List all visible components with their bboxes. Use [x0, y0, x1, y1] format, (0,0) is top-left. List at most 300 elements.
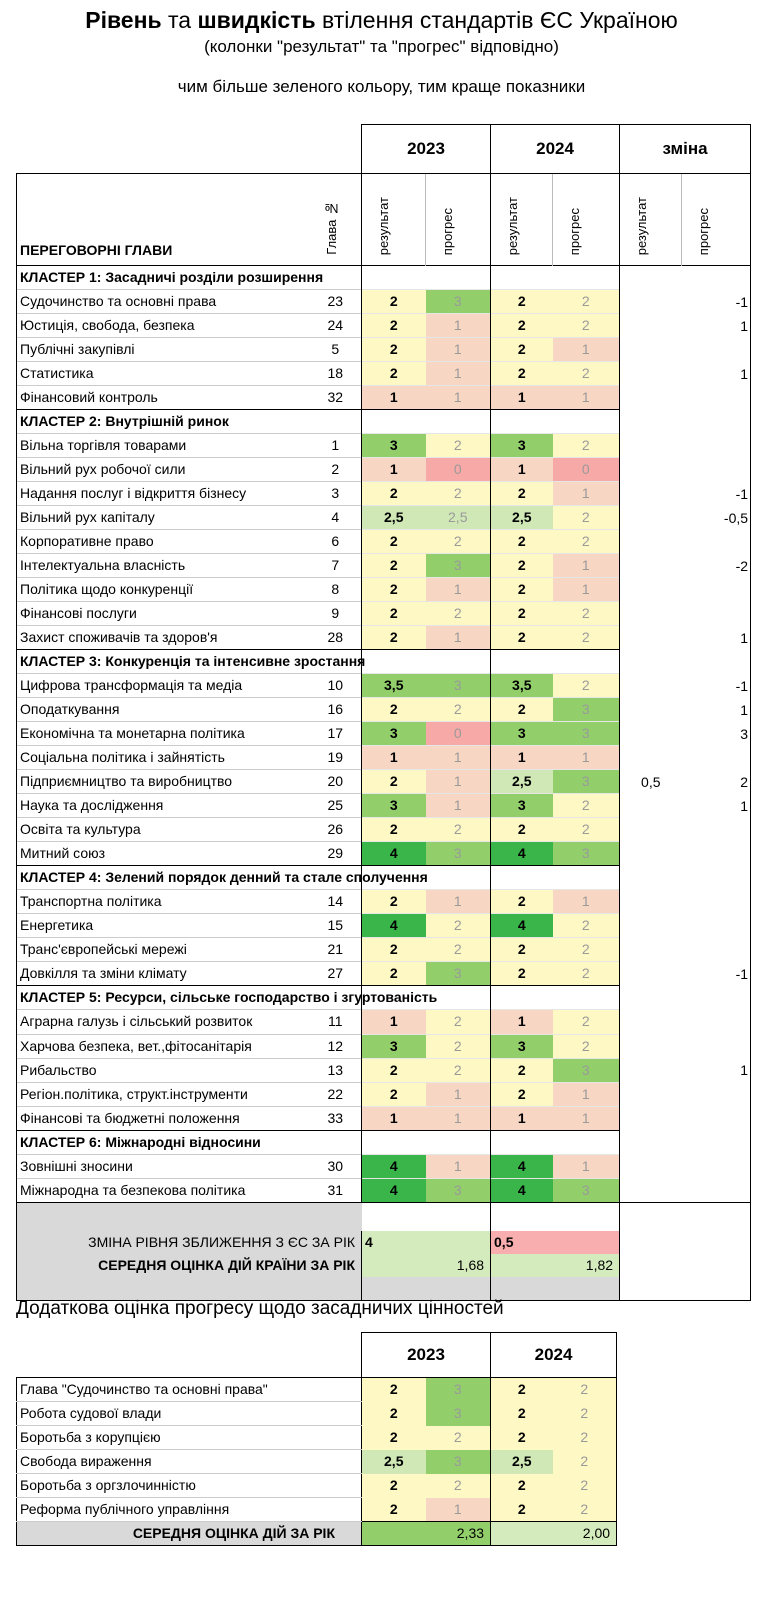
progress-change	[682, 578, 751, 602]
progress-2023: 3	[426, 1402, 491, 1426]
change-label: ЗМІНА РІВНЯ ЗБЛИЖЕННЯ З ЄС ЗА РІК	[17, 1231, 362, 1254]
chapter-number: 16	[310, 698, 362, 722]
progress-2023: 1	[426, 794, 491, 818]
result-2024: 2	[491, 626, 553, 650]
progress-2023: 1	[426, 1498, 491, 1522]
chapter-name: Міжнародна та безпекова політика	[17, 1178, 310, 1202]
chapter-name: Публічні закупівлі	[17, 338, 310, 362]
chapter-name: Довкілля та зміни клімату	[17, 962, 310, 986]
result-2024: 2	[491, 338, 553, 362]
chapter-number: 6	[310, 530, 362, 554]
chapter-number: 19	[310, 746, 362, 770]
result-2024: 2	[491, 1426, 553, 1450]
chapter-name: Підприємництво та виробництво	[17, 770, 310, 794]
result-change	[620, 314, 682, 338]
progress-change	[682, 1034, 751, 1058]
result-change	[620, 482, 682, 506]
result-change	[620, 1154, 682, 1178]
summary-blank	[620, 1231, 751, 1254]
chapter-name: Юстиція, свобода, безпека	[17, 314, 310, 338]
result-2024: 3	[491, 1034, 553, 1058]
progress-2023: 3	[426, 842, 491, 866]
chapter-number: 9	[310, 602, 362, 626]
progress-2023: 3	[426, 1450, 491, 1474]
avg-label: СЕРЕДНЯ ОЦІНКА ДІЙ КРАЇНИ ЗА РІК	[17, 1254, 362, 1277]
result-2024: 2	[491, 698, 553, 722]
cluster-spacer	[426, 650, 491, 674]
extra-table	[16, 1332, 617, 1546]
progress-2023: 2	[426, 938, 491, 962]
chapter-name: Вільний рух робочої сили	[17, 458, 310, 482]
result-2024: 1	[491, 1106, 553, 1130]
chapter-name: Корпоративне право	[17, 530, 310, 554]
chapter-name: Судочинство та основні права	[17, 290, 310, 314]
progress-2023: 3	[426, 1378, 491, 1402]
result-change	[620, 698, 682, 722]
result-2023: 3	[362, 722, 426, 746]
result-change	[620, 722, 682, 746]
result-change	[620, 362, 682, 386]
result-change	[620, 818, 682, 842]
result-2024: 2,5	[491, 506, 553, 530]
progress-change	[682, 1082, 751, 1106]
result-2023-header-label: результат	[376, 196, 391, 255]
progress-2023: 1	[426, 386, 491, 410]
chapter-number: 10	[310, 674, 362, 698]
cluster-spacer	[553, 866, 620, 890]
result-2023: 2	[362, 1474, 426, 1498]
result-2023: 2	[362, 770, 426, 794]
chapter-name: Транс'європейські мережі	[17, 938, 310, 962]
progress-2024: 3	[553, 1058, 620, 1082]
cluster-spacer	[553, 986, 620, 1010]
progress-2023: 3	[426, 674, 491, 698]
table-row	[17, 1402, 617, 1426]
progress-2024: 2	[553, 1474, 617, 1498]
progress-2024: 3	[553, 842, 620, 866]
chapter-name: Наука та дослідження	[17, 794, 310, 818]
progress-2023-header-label: прогрес	[440, 207, 455, 255]
progress-2023: 1	[426, 362, 491, 386]
cluster-spacer	[491, 866, 553, 890]
result-2023: 2	[362, 578, 426, 602]
result-2024: 2	[491, 938, 553, 962]
cluster-spacer	[362, 410, 426, 434]
cluster-title: КЛАСТЕР 6: Міжнародні відносини	[17, 1130, 362, 1154]
result-2024: 2	[491, 1474, 553, 1498]
chapter-name: Харчова безпека, вет.,фітосанітарія	[17, 1034, 310, 1058]
chapter-name: Регіон.політика, структ.інструменти	[17, 1082, 310, 1106]
year-2023: 2023	[362, 125, 491, 174]
result-2023: 3,5	[362, 674, 426, 698]
progress-2024: 1	[553, 386, 620, 410]
progress-2024: 2	[553, 794, 620, 818]
progress-change: -1	[735, 678, 749, 694]
progress-2024: 1	[553, 554, 620, 578]
progress-2024: 2	[553, 434, 620, 458]
cluster-spacer	[553, 1130, 620, 1154]
result-change	[620, 1058, 682, 1082]
result-2023: 2	[362, 818, 426, 842]
result-2024: 2	[491, 482, 553, 506]
year-change: зміна	[620, 125, 751, 174]
avg-2024: 1,82	[491, 1254, 620, 1277]
result-2023: 2	[362, 890, 426, 914]
progress-change: 1	[740, 366, 749, 382]
progress-change	[682, 914, 751, 938]
table-row	[17, 1378, 617, 1402]
result-2024: 2	[491, 1378, 553, 1402]
progress-change	[682, 602, 751, 626]
result-2023: 2	[362, 554, 426, 578]
cluster-title: КЛАСТЕР 1: Засадничі розділи розширення	[17, 266, 362, 290]
progress-2024: 2	[553, 818, 620, 842]
chapter-name: Захист споживачів та здоров'я	[17, 626, 310, 650]
result-2024: 2	[491, 314, 553, 338]
progress-2023: 3	[426, 554, 491, 578]
progress-2023: 0	[426, 458, 491, 482]
chapter-number: 26	[310, 818, 362, 842]
progress-change	[682, 530, 751, 554]
chapter-number: 1	[310, 434, 362, 458]
avg-2023: 1,68	[362, 1254, 491, 1277]
cluster-spacer	[362, 650, 426, 674]
chapter-name: Енергетика	[17, 914, 310, 938]
chapter-number: 17	[310, 722, 362, 746]
progress-2023: 0	[426, 722, 491, 746]
chapter-number: 32	[310, 386, 362, 410]
chapter-name: Митний союз	[17, 842, 310, 866]
progress-2024: 1	[553, 482, 620, 506]
progress-2024: 2	[553, 506, 620, 530]
progress-change: 1	[740, 318, 749, 334]
page-title: Рівень та швидкість втілення стандартів ЄС Україною	[85, 7, 678, 33]
chapter-number: 27	[310, 962, 362, 986]
progress-2023: 1	[426, 626, 491, 650]
progress-2023: 2	[426, 698, 491, 722]
result-2024: 2	[491, 554, 553, 578]
result-2024-header-label: результат	[505, 196, 521, 255]
progress-change	[682, 1178, 751, 1202]
summary-blank	[620, 1254, 751, 1277]
chapter-number: 23	[310, 290, 362, 314]
progress-2024: 1	[553, 338, 620, 362]
cluster-spacer	[553, 410, 620, 434]
year-2024: 2024	[491, 125, 620, 174]
result-change	[620, 338, 682, 362]
progress-2023: 2	[426, 1474, 491, 1498]
result-2024: 3	[491, 722, 553, 746]
progress-change: -2	[735, 558, 749, 574]
result-2023: 2	[362, 314, 426, 338]
progress-2024: 2	[553, 530, 620, 554]
result-2023: 4	[362, 1178, 426, 1202]
result-2023: 3	[362, 434, 426, 458]
result-2023: 2	[362, 938, 426, 962]
progress-2023: 2	[426, 530, 491, 554]
result-2023: 1	[362, 1010, 426, 1034]
progress-2024: 3	[553, 1178, 620, 1202]
progress-change: 1	[740, 1062, 749, 1078]
progress-change-header	[682, 174, 751, 266]
cluster-title: КЛАСТЕР 3: Конкуренція та інтенсивне зростання	[17, 650, 362, 674]
result-2023: 2	[362, 626, 426, 650]
progress-2023: 2	[426, 1034, 491, 1058]
result-2023: 4	[362, 914, 426, 938]
chapter-number-header	[310, 174, 362, 266]
chapter-name: Політика щодо конкуренції	[17, 578, 310, 602]
chapter-name: Освіта та культура	[17, 818, 310, 842]
chapter-number: 22	[310, 1082, 362, 1106]
cluster-spacer	[491, 410, 553, 434]
progress-change	[682, 386, 751, 410]
value-name: Глава "Судочинство та основні права"	[17, 1378, 362, 1402]
chapter-number: 2	[310, 458, 362, 482]
progress-2024-header	[553, 174, 620, 266]
chapter-name: Рибальство	[17, 1058, 310, 1082]
progress-change	[682, 1106, 751, 1130]
chapter-name: Інтелектуальна власність	[17, 554, 310, 578]
progress-change: 2	[740, 774, 749, 790]
cluster-spacer	[491, 650, 553, 674]
result-2024: 1	[491, 746, 553, 770]
chapter-number-header-label: Глава №	[323, 201, 339, 255]
result-2024: 2,5	[491, 1450, 553, 1474]
progress-2024: 2	[553, 362, 620, 386]
progress-2024: 1	[553, 1154, 620, 1178]
progress-2023: 1	[426, 1154, 491, 1178]
progress-2023: 2	[426, 818, 491, 842]
header-blank	[17, 125, 362, 174]
progress-2023: 3	[426, 1178, 491, 1202]
extra-avg-2024: 2,00	[491, 1522, 617, 1546]
progress-2023: 1	[426, 770, 491, 794]
chapter-number: 29	[310, 842, 362, 866]
summary-spacer	[17, 1277, 362, 1301]
chapter-number: 7	[310, 554, 362, 578]
page-subtitle: (колонки "результат" та "прогрес" відповідно)	[204, 37, 559, 56]
result-2023: 2	[362, 1082, 426, 1106]
progress-2024: 2	[553, 674, 620, 698]
chapter-number: 5	[310, 338, 362, 362]
result-2024: 2	[491, 530, 553, 554]
result-2024: 3	[491, 794, 553, 818]
progress-change	[682, 458, 751, 482]
cluster-spacer	[491, 266, 553, 290]
cluster-title: КЛАСТЕР 5: Ресурси, сільське господарство і згуртованість	[17, 986, 362, 1010]
cluster-spacer	[491, 1130, 553, 1154]
progress-2024: 1	[553, 578, 620, 602]
result-change	[620, 938, 682, 962]
result-2024: 3,5	[491, 674, 553, 698]
progress-2024: 2	[553, 1378, 617, 1402]
progress-change: 1	[740, 630, 749, 646]
progress-2024: 3	[553, 770, 620, 794]
progress-2024: 1	[553, 1082, 620, 1106]
result-2023: 2,5	[362, 506, 426, 530]
progress-2023: 2,5	[426, 506, 491, 530]
extra-avg-label: СЕРЕДНЯ ОЦІНКА ДІЙ ЗА РІК	[17, 1522, 362, 1546]
table-row	[17, 1426, 617, 1450]
extra-header-blank	[17, 1333, 362, 1378]
result-2024: 4	[491, 1154, 553, 1178]
result-2023: 2	[362, 1426, 426, 1450]
progress-2024: 2	[553, 1010, 620, 1034]
chapter-number: 8	[310, 578, 362, 602]
main-table	[16, 124, 751, 1301]
cluster-spacer	[362, 1130, 426, 1154]
result-2023: 2	[362, 962, 426, 986]
chapter-number: 31	[310, 1178, 362, 1202]
cluster-spacer	[553, 650, 620, 674]
result-change	[620, 554, 682, 578]
progress-2024: 2	[553, 914, 620, 938]
value-name: Робота судової влади	[17, 1402, 362, 1426]
progress-change	[682, 818, 751, 842]
result-2023: 2	[362, 1378, 426, 1402]
chapter-name: Соціальна політика і зайнятість	[17, 746, 310, 770]
result-change: 0,5	[641, 774, 661, 790]
result-2024: 2	[491, 578, 553, 602]
chapter-number: 15	[310, 914, 362, 938]
result-2024: 1	[491, 1010, 553, 1034]
progress-change	[682, 890, 751, 914]
result-change	[620, 914, 682, 938]
result-2023: 2	[362, 290, 426, 314]
progress-2023: 2	[426, 602, 491, 626]
progress-2024: 2	[553, 626, 620, 650]
chapters-header: ПЕРЕГОВОРНІ ГЛАВИ	[17, 174, 310, 266]
result-change	[620, 458, 682, 482]
progress-change: 3	[740, 726, 749, 742]
result-2024: 4	[491, 1178, 553, 1202]
progress-2024: 1	[553, 1106, 620, 1130]
progress-2024: 0	[553, 458, 620, 482]
result-2023: 2	[362, 482, 426, 506]
progress-2023: 3	[426, 290, 491, 314]
result-2024: 2	[491, 818, 553, 842]
result-2024-header	[491, 174, 553, 266]
cluster-title: КЛАСТЕР 2: Внутрішній ринок	[17, 410, 362, 434]
value-name: Свобода вираження	[17, 1450, 362, 1474]
result-2024: 4	[491, 842, 553, 866]
color-note: чим більше зеленого кольору, тим краще показники	[177, 77, 586, 96]
result-change	[620, 746, 682, 770]
progress-2023: 1	[426, 746, 491, 770]
progress-2023: 2	[426, 1010, 491, 1034]
progress-2023: 2	[426, 482, 491, 506]
result-2023-header	[362, 174, 426, 266]
chapter-number: 18	[310, 362, 362, 386]
extra-table-title: Додаткова оцінка прогресу щодо засадничих цінностей	[16, 1298, 504, 1319]
progress-change: 1	[740, 702, 749, 718]
result-2024: 2	[491, 962, 553, 986]
progress-2024: 2	[553, 290, 620, 314]
result-2023: 2	[362, 1402, 426, 1426]
value-name: Боротьба з корупцією	[17, 1426, 362, 1450]
progress-2023: 1	[426, 1082, 491, 1106]
chapter-number: 11	[310, 1010, 362, 1034]
result-2024: 2,5	[491, 770, 553, 794]
result-2024: 2	[491, 1402, 553, 1426]
result-change-header	[620, 174, 682, 266]
result-2024: 1	[491, 386, 553, 410]
progress-change: -1	[735, 966, 749, 982]
progress-2023: 2	[426, 914, 491, 938]
chapter-number: 13	[310, 1058, 362, 1082]
progress-2024: 2	[553, 602, 620, 626]
chapter-name: Фінансові та бюджетні положення	[17, 1106, 310, 1130]
progress-change	[682, 1010, 751, 1034]
chapter-number: 24	[310, 314, 362, 338]
progress-2024: 3	[553, 722, 620, 746]
result-2023: 3	[362, 1034, 426, 1058]
result-change	[620, 794, 682, 818]
result-2024: 2	[491, 290, 553, 314]
chapter-name: Фінансові послуги	[17, 602, 310, 626]
result-change	[620, 386, 682, 410]
result-change	[620, 674, 682, 698]
progress-2024: 2	[553, 1426, 617, 1450]
result-change	[620, 890, 682, 914]
result-2023: 1	[362, 458, 426, 482]
extra-avg-2023: 2,33	[362, 1522, 491, 1546]
progress-2023: 2	[426, 1058, 491, 1082]
result-change	[620, 1082, 682, 1106]
result-2023: 2	[362, 1498, 426, 1522]
result-change	[620, 506, 682, 530]
progress-2024: 3	[553, 698, 620, 722]
result-2023: 1	[362, 386, 426, 410]
change-2023: 4	[362, 1231, 491, 1254]
progress-2024: 2	[553, 962, 620, 986]
table-row	[17, 1474, 617, 1498]
chapter-number: 3	[310, 482, 362, 506]
progress-change: -0,5	[723, 510, 749, 526]
progress-change: 1	[740, 798, 749, 814]
summary-spacer	[362, 1277, 491, 1301]
progress-2023: 1	[426, 890, 491, 914]
cluster-spacer	[426, 410, 491, 434]
result-2023: 1	[362, 746, 426, 770]
progress-2023-header	[426, 174, 491, 266]
chapter-name: Економічна та монетарна політика	[17, 722, 310, 746]
result-change-header-label: результат	[634, 196, 650, 255]
chapter-name: Транспортна політика	[17, 890, 310, 914]
change-2024: 0,5	[491, 1231, 620, 1254]
result-2023: 2	[362, 362, 426, 386]
summary-spacer	[491, 1277, 620, 1301]
summary-spacer	[491, 1203, 620, 1232]
result-change	[620, 290, 682, 314]
result-2023: 2	[362, 602, 426, 626]
progress-2023: 1	[426, 314, 491, 338]
progress-2023: 3	[426, 962, 491, 986]
result-change	[620, 530, 682, 554]
result-2024: 2	[491, 890, 553, 914]
chapter-number: 20	[310, 770, 362, 794]
progress-change	[682, 1154, 751, 1178]
chapter-name: Фінансовий контроль	[17, 386, 310, 410]
result-change-column	[620, 266, 682, 1203]
result-2024: 1	[491, 458, 553, 482]
chapter-number: 14	[310, 890, 362, 914]
chapter-number: 4	[310, 506, 362, 530]
progress-change: -1	[735, 294, 749, 310]
result-change	[620, 1034, 682, 1058]
chapter-name: Аграрна галузь і сільський розвиток	[17, 1010, 310, 1034]
progress-2023: 2	[426, 1426, 491, 1450]
